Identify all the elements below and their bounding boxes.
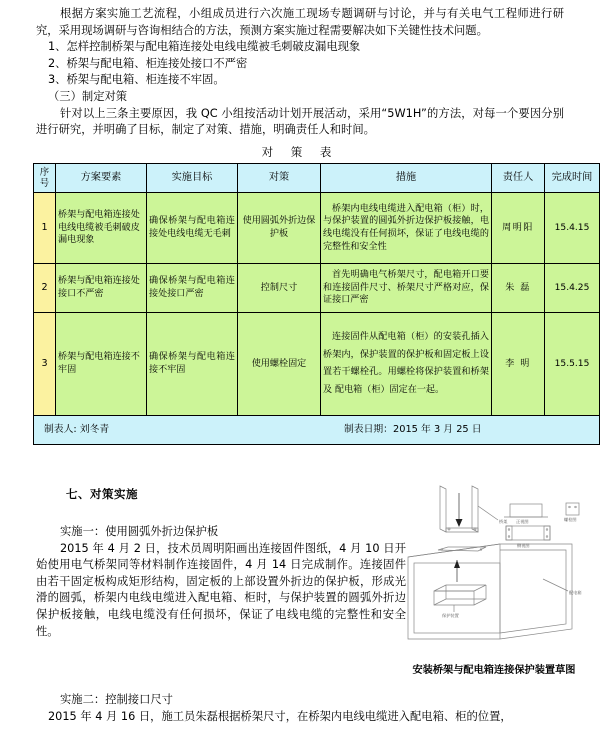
cell-measure: 控制尺寸 [238, 264, 321, 313]
table-row [34, 264, 600, 313]
device-bottom-edge [434, 599, 486, 605]
side-view-hole-3 [546, 529, 548, 531]
tray-right-wall [472, 486, 478, 532]
protection-device-diagram [400, 484, 590, 656]
tray-bottom [446, 528, 478, 532]
column-header-finish-time: 完成时间 [545, 164, 600, 193]
cell-step: 首先明确电气桥架尺寸，配电箱开口要和连接固件尺寸、桥架尺寸严格对应，保证接口严密 [321, 264, 492, 313]
problem-item-2: 2、桥架与配电箱、柜连接处接口不严密 [48, 56, 248, 70]
cell-seq: 1 [34, 193, 56, 264]
column-header-seq-line1: 序 [39, 167, 50, 178]
implementation-1-body: 2015 年 4 月 2 日，技术员周明阳画出连接固件图纸，4 月 10 日开始使用电气桥架同等材料制作连接固件，4 月 14 日完成制作。连接固件由若干固定板构成矩形结构，固定板的上部设置外折边的保护板，形成光滑的圆弧，桥架内电线电缆进入配电箱、柜时，与保护装置的圆弧外折边保护板接触，电线电缆没有任何损坏，保证了电线电缆的完整性和安全性。 [36, 541, 406, 638]
problem-item-3: 3、桥架与配电箱、柜连接不牢固。 [48, 73, 225, 87]
table-header [34, 164, 600, 193]
cell-goal: 确保桥架与配电箱连接处电线电缆无毛刺 [147, 193, 238, 264]
footer-date: 制表日期：2015 年 3 月 25 日 [344, 423, 482, 435]
label-side-view: 侧视图 [517, 543, 530, 548]
cell-responsible: 朱 磊 [492, 264, 545, 313]
measures-paragraph: 针对以上三条主要原因，我 QC 小组按活动计划开展活动，采用“5W1H”的方法，对每一个要因分别进行研究，并明确了目标，制定了对策、措施，明确责任人和时间。 [36, 106, 564, 137]
side-view-flange-left [506, 526, 512, 540]
cell-finish-time: 15.4.15 [545, 193, 600, 264]
figure-caption: 安装桥架与配电箱连接保护装置草图 [412, 665, 576, 676]
table-row [34, 193, 600, 264]
column-header-seq-line2: 号 [39, 178, 50, 189]
intro-section [36, 6, 564, 139]
table-footer-cell [34, 416, 600, 445]
side-view-flange-right [544, 526, 550, 540]
implementation-1-heading: 实施一：使用圆弧外折边保护板 [60, 525, 219, 538]
front-view-body [510, 504, 542, 517]
tray-left-wall [440, 486, 446, 532]
footer-maker: 制表人: 刘冬青 [44, 423, 110, 435]
side-view-hole-4 [546, 536, 548, 538]
label-tray: 桥架 [499, 519, 508, 524]
column-header-measure: 对策 [238, 164, 321, 193]
tray-hole-left [448, 528, 450, 530]
cell-element: 桥架与配电箱连接处电线电缆被毛刺破皮漏电现象 [56, 193, 147, 264]
implementation-item-2 [36, 692, 564, 725]
label-box: 配电箱 [569, 590, 582, 595]
implementation-2-body: 2015 年 4 月 16 日，施工员朱磊根据桥架尺寸，在桥架内电线电缆进入配电箱、柜的位置， [48, 709, 512, 723]
column-header-seq [34, 164, 56, 193]
table-title: 对 策 表 [261, 145, 339, 159]
countermeasure-table [33, 163, 600, 445]
section-heading: 七、对策实施 [66, 487, 138, 501]
cell-step: 桥架内电线电缆进入配电箱（柜）时，与保护装置的圆弧外折边保护板接触，电线电缆没有任何损坏，保证了电线电缆的完整性和安全性 [321, 193, 492, 264]
implementation-2-heading: 实施二：控制接口尺寸 [60, 693, 173, 706]
device-front-plate [434, 591, 474, 605]
side-view-body [506, 526, 550, 540]
table-header-row [34, 164, 600, 193]
box-outer-shell [408, 544, 572, 639]
column-header-responsible: 责任人 [492, 164, 545, 193]
column-header-step: 措施 [321, 164, 492, 193]
cell-seq: 3 [34, 313, 56, 416]
arrow-down-head [456, 519, 463, 527]
table-footer-row [34, 416, 600, 445]
box-top-opening [438, 547, 486, 551]
cell-seq: 2 [34, 264, 56, 313]
box-top-hole-left [441, 549, 443, 551]
bolt-hole-2 [575, 506, 577, 508]
table-row [34, 313, 600, 416]
cell-goal: 确保桥架与配电箱连接处接口严密 [147, 264, 238, 313]
bolt-detail-body [566, 503, 579, 515]
column-header-goal: 实施目标 [147, 164, 238, 193]
implementation-item-1 [36, 524, 406, 640]
side-view-hole-2 [508, 536, 510, 538]
label-front-view: 正视图 [516, 519, 529, 524]
cell-responsible: 周明阳 [492, 193, 545, 264]
label-bolt: 螺栓图 [564, 517, 577, 522]
cell-goal: 确保桥架与配电箱连接不牢固 [147, 313, 238, 416]
arrow-up-head [454, 560, 460, 568]
tray-leader-line [478, 506, 498, 520]
bolt-hole-1 [569, 506, 571, 508]
cell-finish-time: 15.5.15 [545, 313, 600, 416]
side-view-hole-1 [508, 529, 510, 531]
cell-responsible: 李 明 [492, 313, 545, 416]
box-leader-line [543, 579, 568, 591]
cell-measure: 使用圆弧外折边保护板 [238, 193, 321, 264]
label-protection-device: 保护装置 [442, 613, 459, 618]
table-body [34, 193, 600, 445]
intro-paragraph: 根据方案实施工艺流程，小组成员进行六次施工现场专题调研与讨论，并与有关电气工程师进行研究，采用现场调研与咨询相结合的方法，预测方案实施过程需要解决如下关键性技术问题。 [36, 7, 564, 37]
diagram-svg [400, 484, 590, 656]
subsection-label: （三）制定对策 [48, 89, 128, 103]
box-back-face [500, 550, 566, 633]
tray-hole-right [474, 528, 476, 530]
cell-element: 桥架与配电箱连接处接口不严密 [56, 264, 147, 313]
cell-step: 连接固件从配电箱（柜）的安装孔插入桥架内，保护装置的保护板和固定板上设置若干螺栓孔。用螺栓将保护装置和桥架及 配电箱（柜）固定在一起。 [321, 313, 492, 416]
problem-item-1: 1、怎样控制桥架与配电箱连接处电线电缆被毛刺破皮漏电现象 [48, 40, 361, 54]
cell-element: 桥架与配电箱连接不牢固 [56, 313, 147, 416]
cell-finish-time: 15.4.25 [545, 264, 600, 313]
column-header-element: 方案要素 [56, 164, 147, 193]
cell-measure: 使用螺栓固定 [238, 313, 321, 416]
device-top-plate [434, 585, 486, 591]
